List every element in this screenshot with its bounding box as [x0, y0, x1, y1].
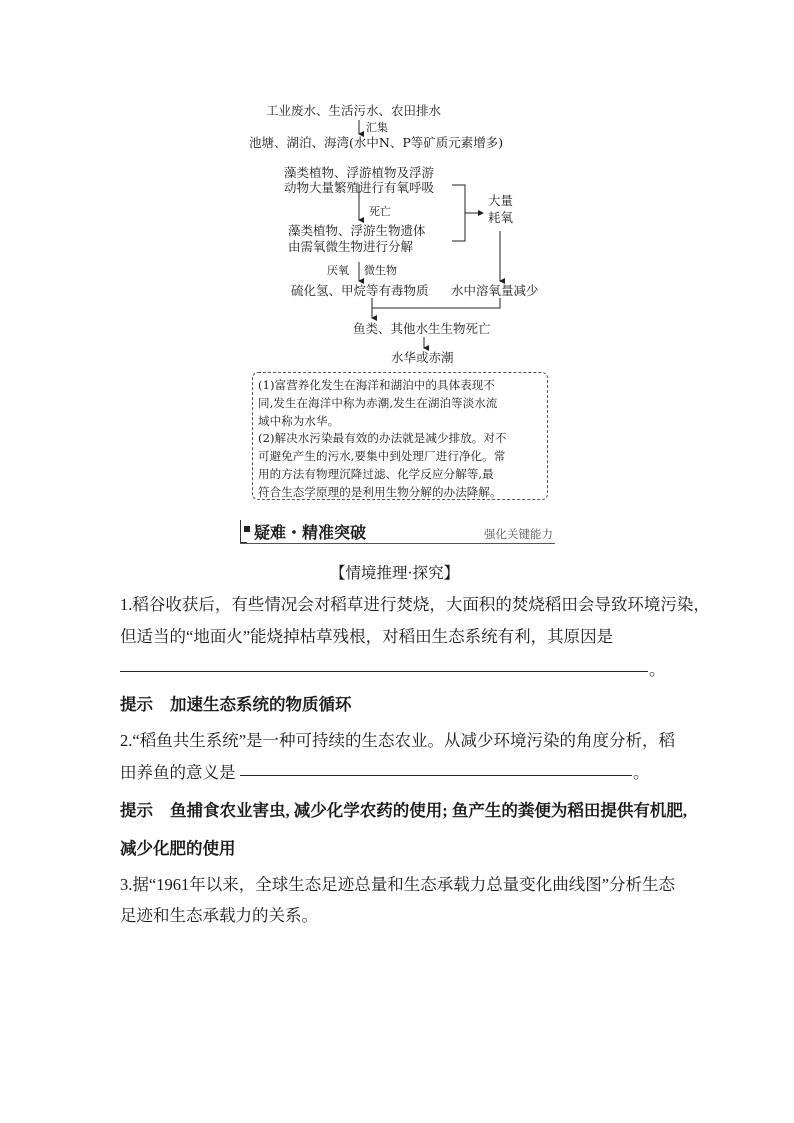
q1-line1: 1.稻谷收获后，有些情况会对稻草进行焚烧，大面积的焚烧稻田会导致环境污染， — [120, 595, 710, 614]
flow-oxygen-decline: 水中溶氧量减少 — [451, 283, 539, 298]
section-square-icon — [244, 526, 250, 532]
scenario-heading: 【情境推理·探究】 — [330, 565, 460, 582]
flow-oxygen-line1: 大量 — [488, 193, 514, 208]
section-title: 疑难・精准突破 — [254, 523, 367, 542]
q2-answer-blank[interactable] — [240, 775, 632, 776]
flow-water-bodies: 池塘、湖泊、海湾(水中N、P等矿质元素增多) — [249, 135, 504, 150]
note-line: 可避免产生的污水,要集中到处理厂进行净化。常 — [258, 449, 506, 464]
q2-end-mark: 。 — [633, 763, 650, 782]
section-underline — [240, 543, 555, 544]
flow-arrow2-label: 死亡 — [369, 205, 391, 218]
flow-algae-line2: 动物大量繁殖进行有氧呼吸 — [284, 180, 435, 195]
flow-arrow3-label-a: 厌氧 — [327, 264, 349, 277]
q1-hint: 加速生态系统的物质循环 — [170, 695, 352, 714]
flow-result: 水华或赤潮 — [391, 350, 454, 365]
q1-hint-label: 提示 — [120, 695, 153, 714]
section-header — [240, 520, 555, 544]
q1-line2: 但适当的“地面火”能烧掉枯草残根，对稻田生态系统有利，其原因是 — [120, 627, 614, 646]
note-line: (2)解决水污染最有效的办法就是减少排放。对不 — [258, 431, 507, 446]
q2-hint-line1: 鱼捕食农业害虫, 减少化学农药的使用; 鱼产生的粪便为稻田提供有机肥, — [170, 801, 687, 820]
note-line: (1)富营养化发生在海洋和湖泊中的具体表现不 — [258, 378, 495, 392]
q2-line2-prefix: 田养鱼的意义是 — [120, 763, 236, 782]
q1-answer-blank[interactable] — [120, 671, 648, 672]
flow-fish-death: 鱼类、其他水生生物死亡 — [353, 321, 491, 336]
q2-line1: 2.“稻鱼共生系统”是一种可持续的生态农业。从减少环境污染的角度分析，稻 — [120, 731, 676, 750]
note-line: 用的方法有物理沉降过滤、化学反应分解等,最 — [258, 466, 494, 481]
flow-algae-line1: 藻类植物、浮游植物及浮游 — [284, 165, 435, 180]
flow-source: 工业废水、生活污水、农田排水 — [266, 103, 442, 118]
flow-arrow1-label: 汇集 — [366, 121, 388, 134]
q2-hint-label: 提示 — [120, 801, 153, 820]
flow-toxic: 硫化氢、甲烷等有毒物质 — [291, 283, 429, 298]
note-line: 符合生态学原理的是利用生物分解的办法降解。 — [258, 484, 502, 499]
q3-line1: 3.据“1961年以来，全球生态足迹总量和生态承载力总量变化曲线图”分析生态 — [120, 875, 676, 894]
q1-end-mark: 。 — [649, 660, 666, 679]
note-box — [252, 372, 548, 500]
flow-decomp-line2: 由需氧微生物进行分解 — [288, 239, 414, 254]
section-subtitle: 强化关键能力 — [484, 527, 553, 541]
note-line: 同,发生在海洋中称为赤潮,发生在湖泊等淡水流 — [258, 395, 498, 410]
q3-line2: 足迹和生态承载力的关系。 — [120, 906, 318, 925]
flow-oxygen-line2: 耗氧 — [488, 210, 514, 225]
note-line: 域中称为水华。 — [258, 413, 340, 428]
q2-hint-line2: 减少化肥的使用 — [120, 839, 236, 858]
flow-decomp-line1: 藻类植物、浮游生物遗体 — [288, 223, 426, 238]
flow-arrow3-label-b: 微生物 — [364, 264, 397, 277]
